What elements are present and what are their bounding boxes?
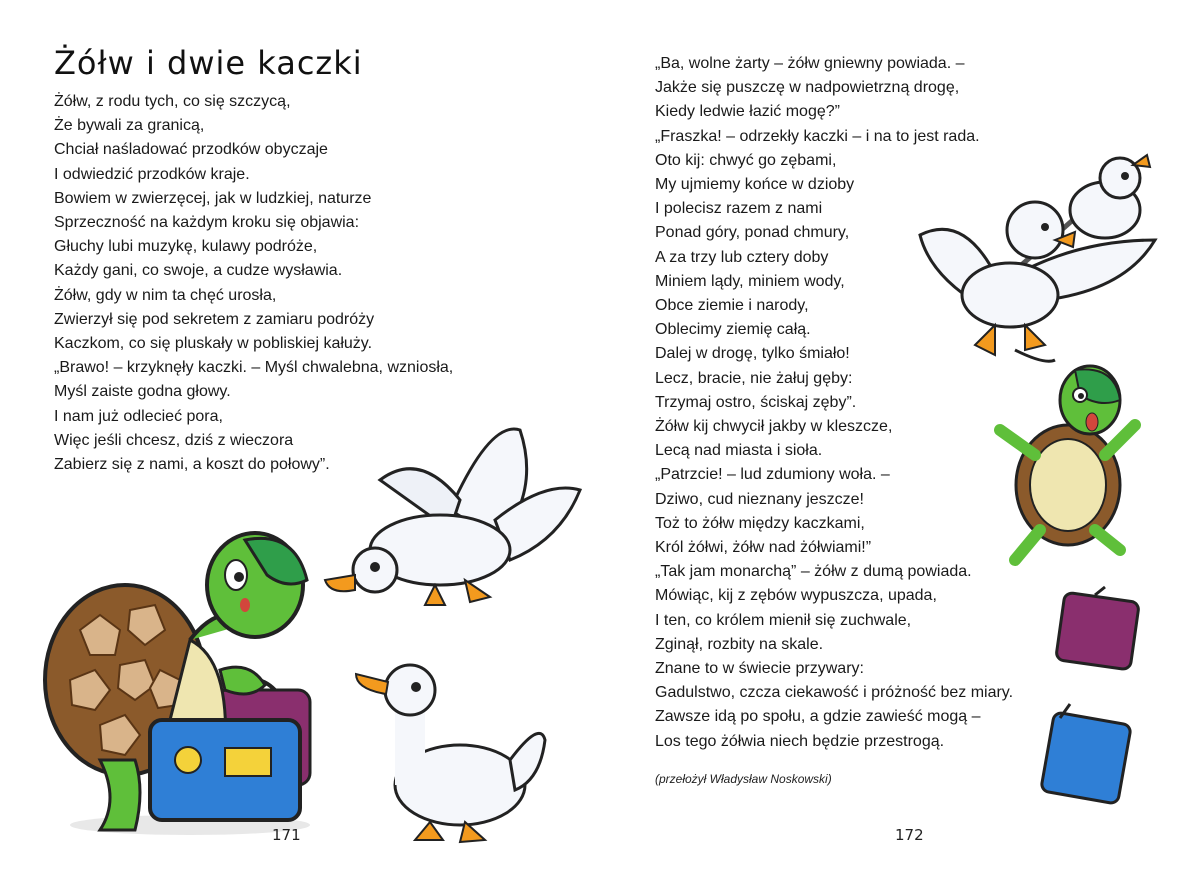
- verse-line: Znane to w świecie przywary:: [655, 660, 864, 678]
- verse-line: Dziwo, cud nieznany jeszcze!: [655, 490, 864, 508]
- verse-line: My ujmiemy końce w dzioby: [655, 176, 855, 194]
- verse-line: I odwiedzić przodków kraje.: [54, 165, 250, 183]
- verse-line: Sprzeczność na każdym kroku się objawia:: [54, 214, 360, 232]
- verse-line: Każdy gani, co swoje, a cudze wysławia.: [54, 262, 343, 280]
- verse-line: Dalej w drogę, tylko śmiało!: [655, 345, 850, 363]
- verse-line: Król żółwi, żółw nad żółwiami!”: [655, 539, 872, 557]
- verse-line: Żółw, gdy w nim ta chęć urosła,: [54, 286, 277, 304]
- verse-line: Myśl zaiste godna głowy.: [54, 383, 231, 401]
- verse-line: Lecz, bracie, nie żałuj gęby:: [655, 369, 853, 387]
- verse-line: Gadulstwo, czcza ciekawość i próżność bez miary.: [655, 684, 1014, 702]
- falling-turtle-illustration: [990, 360, 1145, 575]
- translator-credit: (przełożył Władysław Noskowski): [655, 772, 832, 786]
- verse-line: Trzymaj ostro, ściskaj zęby”.: [655, 393, 857, 411]
- verse-line: Chciał naśladować przodków obyczaje: [54, 141, 328, 159]
- verse-line: „Brawo! – krzyknęły kaczki. – Myśl chwalebna, wzniosła,: [54, 359, 454, 377]
- verse-line: Miniem lądy, miniem wody,: [655, 272, 845, 290]
- verse-line: Toż to żółw między kaczkami,: [655, 514, 865, 532]
- standing-duck-illustration: [350, 650, 550, 845]
- verse-line: Oblecimy ziemię całą.: [655, 321, 811, 339]
- verse-line: I ten, co królem mienił się zuchwale,: [655, 611, 912, 629]
- flying-duck-illustration: [320, 420, 585, 615]
- verse-line: Obce ziemie i narody,: [655, 297, 809, 315]
- verse-line: „Tak jam monarchą” – żółw z dumą powiada.: [655, 563, 972, 581]
- ducks-carrying-stick-illustration: [915, 150, 1165, 365]
- turtle-with-suitcases-illustration: [40, 520, 330, 840]
- verse-line: I polecisz razem z nami: [655, 200, 823, 218]
- verse-line: Żółw kij chwycił jakby w kleszcze,: [655, 418, 893, 436]
- verse-line: Los tego żółwia niech będzie przestrogą.: [655, 732, 945, 750]
- verse-line: Więc jeśli chcesz, dziś z wieczora: [54, 431, 294, 449]
- verse-line: „Ba, wolne żarty – żółw gniewny powiada. –: [655, 55, 965, 72]
- verse-line: Jakże się puszczę w nadpowietrzną drogę,: [655, 79, 960, 97]
- verse-line: Że bywali za granicą,: [54, 117, 205, 135]
- verse-line: Zawsze idą po społu, a gdzie zawieść mogą –: [655, 708, 981, 726]
- falling-blue-suitcase-illustration: [1035, 700, 1135, 810]
- verse-line: „Fraszka! – odrzekły kaczki – i na to jest rada.: [655, 127, 980, 145]
- verse-line: Zginął, rozbity na skale.: [655, 635, 824, 653]
- verse-line: Lecą nad miasta i sioła.: [655, 442, 823, 460]
- page-number-right: 172: [895, 826, 924, 844]
- verse-line: Mówiąc, kij z zębów wypuszcza, upada,: [655, 587, 937, 605]
- poem-title: Żółw i dwie kaczki: [54, 44, 363, 82]
- falling-purple-suitcase-illustration: [1050, 585, 1145, 675]
- page-number-left: 171: [272, 826, 301, 844]
- verse-line: Zwierzył się pod sekretem z zamiaru podróży: [54, 310, 375, 328]
- verse-line: A za trzy lub cztery doby: [655, 248, 829, 266]
- verse-line: I nam już odlecieć pora,: [54, 407, 223, 425]
- verse-line: Kiedy ledwie łazić mogę?”: [655, 103, 840, 121]
- verse-line: Głuchy lubi muzykę, kulawy podróże,: [54, 238, 318, 256]
- verse-line: Ponad góry, ponad chmury,: [655, 224, 850, 242]
- verse-line: Bowiem w zwierzęcej, jak w ludzkiej, naturze: [54, 189, 372, 207]
- verse-line: Oto kij: chwyć go zębami,: [655, 151, 837, 169]
- verse-line: Zabierz się z nami, a koszt do połowy”.: [54, 456, 330, 474]
- verse-line: Kaczkom, co się pluskały w pobliskiej kałuży.: [54, 335, 373, 353]
- verse-line: Żółw, z rodu tych, co się szczycą,: [54, 93, 291, 110]
- verse-line: „Patrzcie! – lud zdumiony woła. –: [655, 466, 890, 484]
